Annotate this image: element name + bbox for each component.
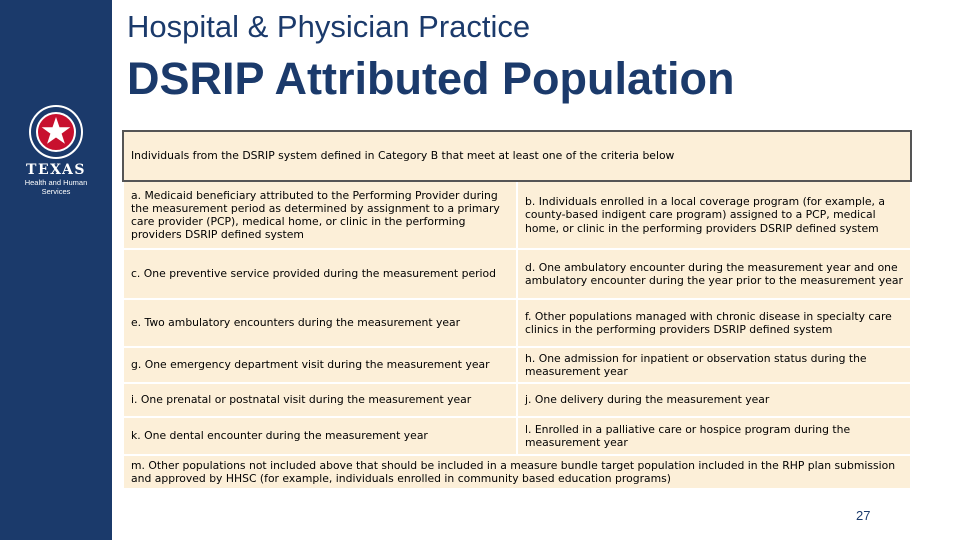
table-header-cell: Individuals from the DSRIP system defined in Category B that meet at least one of the criteria below xyxy=(123,131,911,181)
criterion-cell: g. One emergency department visit during the measurement year xyxy=(123,347,517,383)
slide-title: DSRIP Attributed Population xyxy=(127,53,735,104)
slide-subtitle: Hospital & Physician Practice xyxy=(127,9,531,44)
page-number: 27 xyxy=(856,508,871,523)
criterion-cell: h. One admission for inpatient or observation status during the measurement year xyxy=(517,347,911,383)
criterion-cell: b. Individuals enrolled in a local coverage program (for example, a county-based indigent care program) assigned to a PCP, medical home, or clinic in the performing providers DSRIP defined system xyxy=(517,181,911,249)
criterion-cell: d. One ambulatory encounter during the measurement year and one ambulatory encounter during the year prior to the measurement year xyxy=(517,249,911,299)
criterion-cell: l. Enrolled in a palliative care or hospice program during the measurement year xyxy=(517,417,911,455)
table-row xyxy=(123,347,911,383)
table-row xyxy=(123,383,911,417)
criteria-table xyxy=(122,130,912,490)
logo-word: TEXAS xyxy=(26,162,86,178)
criterion-cell: e. Two ambulatory encounters during the measurement year xyxy=(123,299,517,347)
criterion-cell: a. Medicaid beneficiary attributed to the Performing Provider during the measurement period as determined by assignment to a primary care provider (PCP), medical home, or clinic in the performing providers DSRIP defined system xyxy=(123,181,517,249)
criterion-cell: i. One prenatal or postnatal visit during the measurement year xyxy=(123,383,517,417)
table-header-row xyxy=(123,131,911,181)
table-row xyxy=(123,299,911,347)
texas-hhs-logo xyxy=(14,104,98,196)
criterion-cell: j. One delivery during the measurement year xyxy=(517,383,911,417)
table-row xyxy=(123,249,911,299)
logo-subline-1: Health and Human xyxy=(24,178,88,187)
criterion-cell: c. One preventive service provided during the measurement period xyxy=(123,249,517,299)
criterion-cell: f. Other populations managed with chronic disease in specialty care clinics in the performing providers DSRIP defined system xyxy=(517,299,911,347)
table-row xyxy=(123,455,911,489)
logo-subline-2: Services xyxy=(41,187,71,196)
table-row xyxy=(123,181,911,249)
criterion-cell: k. One dental encounter during the measurement year xyxy=(123,417,517,455)
texas-star-seal-icon xyxy=(28,104,84,160)
criterion-footer-cell: m. Other populations not included above that should be included in a measure bundle target population included in the RHP plan submission and approved by HHSC (for example, individuals enrolled in community based education programs) xyxy=(123,455,911,489)
table-row xyxy=(123,417,911,455)
sidebar-band xyxy=(0,0,112,540)
